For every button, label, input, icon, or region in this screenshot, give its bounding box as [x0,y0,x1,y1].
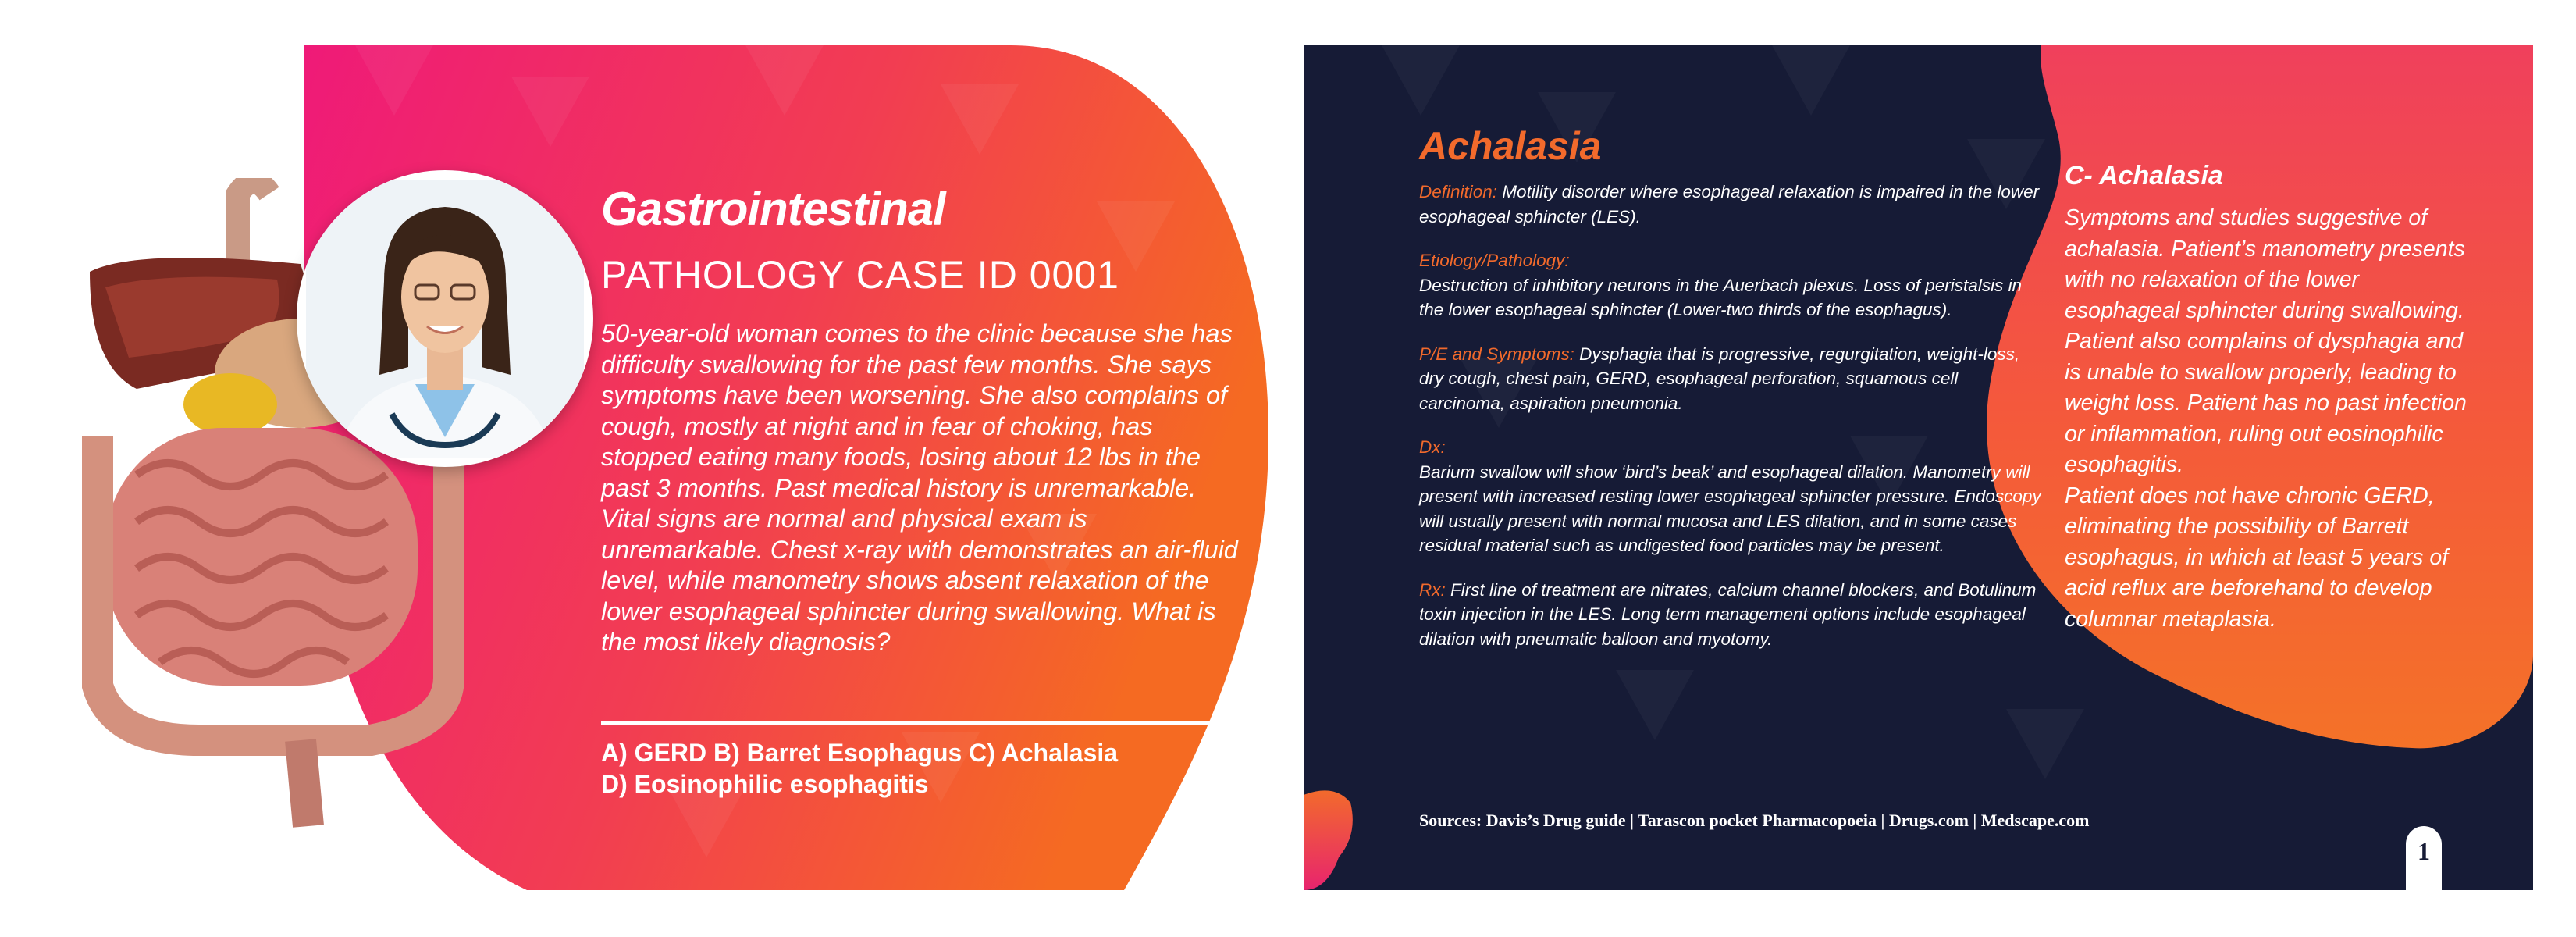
symptoms-text: Dysphagia that is progressive, regurgitation, weight-loss, dry cough, chest pain, GERD, esophageal perforation, squamous cell carcinoma, aspiration pneumonia. [1419,344,2020,413]
case-card [43,45,1272,890]
etiology-section [1419,248,2044,322]
definition-text: Motility disorder where esophageal relaxation is impaired in the lower esophageal sphincter (LES). [1419,182,2040,226]
answer-options-line-1: A) GERD B) Barret Esophagus C) Achalasia [601,739,1119,767]
answer-title: C- Achalasia [2065,161,2223,191]
definition-label: Definition: [1419,182,1498,201]
divider [601,721,1249,725]
answer-options [601,737,1257,800]
sources-line: Sources: Davis’s Drug guide | Tarascon pocket Pharmacopoeia | Drugs.com | Medscape.com [1419,811,2090,830]
answer-card [1304,45,2533,890]
topic-title: Achalasia [1419,124,1602,168]
treatment-section [1419,578,2044,652]
topic-details [1419,180,2044,671]
symptoms-section [1419,342,2044,416]
case-id-heading: PATHOLOGY CASE ID 0001 [601,253,1119,297]
diagnosis-section [1419,435,2044,558]
case-description: 50-year-old woman comes to the clinic because she has difficulty swallowing for the past few months. She says symptoms have been worsening. She also complains of cough, mostly at night and in fear of choking, has stopped eating many foods, losing about 12 lbs in the past 3 months. Past medical history is unremarkable. Vital signs are normal and physical exam is unremarkable. Chest x-ray with demonstrates an air-fluid level, while manometry shows absent relaxation of the lower esophageal sphincter during swallowing. What is the most likely diagnosis? [601,319,1238,656]
etiology-text: Destruction of inhibitory neurons in the Auerbach plexus. Loss of peristalsis in the lower esophageal sphincter (Lower-two thirds of the esophagus). [1419,275,2023,319]
diagnosis-text: Barium swallow will show ‘bird’s beak’ and esophageal dilation. Manometry will present with increased resting lower esophageal sphincter pressure. Endoscopy will usually present with normal mucosa and LES dilation, and in some cases residual material such as undigested food particles may be present. [1419,461,2041,555]
answer-explanation: Symptoms and studies suggestive of achalasia. Patient’s manometry presents with no relaxation of the lower esophageal sphincter during swallowing. Patient also complains of dysphagia and is unable to swallow properly, leading to weight loss. Patient has no past infection or inflammation, ruling out eosinophilic esophagitis. Patient does not have chronic GERD, eliminating the possibility of Barrett esophagus, in which at least 5 years of acid reflux are beforehand to develop columnar metaplasia. [2065,205,2467,632]
case-category-title: Gastrointestinal [601,183,945,235]
female-doctor-portrait [306,180,584,458]
treatment-text: First line of treatment are nitrates, calcium channel blockers, and Botulinum toxin injection in the LES. Long term management options include esophageal dilation with pneumatic balloon and myotomy. [1419,579,2037,649]
page-number-tab [2406,826,2442,890]
treatment-label: Rx: [1419,579,1446,600]
etiology-label: Etiology/Pathology: [1419,251,1570,270]
diagnosis-label: Dx: [1419,437,1446,457]
symptoms-label: P/E and Symptoms: [1419,344,1574,364]
doctor-avatar [297,170,593,467]
page-number: 1 [2418,837,2430,865]
answer-options-line-2: D) Eosinophilic esophagitis [601,770,929,798]
definition-section [1419,180,2044,229]
